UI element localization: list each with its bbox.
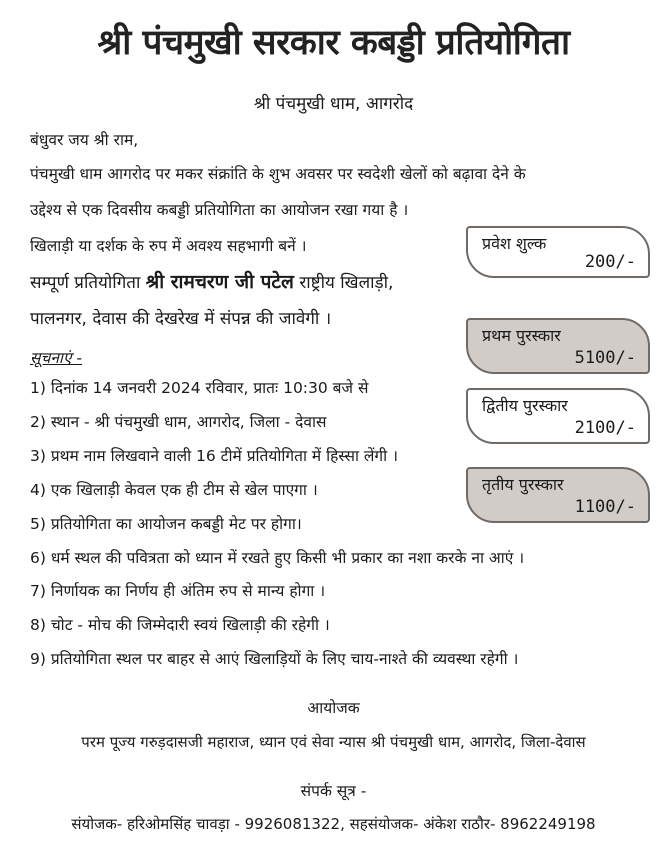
organizer-heading: आयोजक [307, 699, 360, 717]
third-prize-label: तृतीय पुरस्कार [482, 475, 564, 494]
entry-fee-box [466, 226, 650, 278]
venue-subtitle: श्री पंचमुखी धाम, आगरोद [253, 94, 414, 114]
intro-line-1: पंचमुखी धाम आगरोद पर मकर संक्रांति के शुभ अवसर पर स्वदेशी खेलों को बढ़ावा देने के [30, 165, 526, 183]
intro-line-3: खिलाड़ी या दर्शक के रुप में अवश्य सहभागी बनें । [30, 237, 307, 255]
first-prize-box [466, 318, 650, 374]
second-prize-label: द्वितीय पुरस्कार [482, 396, 568, 415]
notice-item: 3) प्रथम नाम लिखवाने वाली 16 टीमें प्रतियोगिता में हिस्सा लेंगी । [30, 447, 398, 465]
notice-item: 9) प्रतियोगिता स्थल पर बाहर से आएं खिलाड़ियों के लिए चाय-नाश्ते की व्यवस्था रहेगी । [30, 650, 519, 668]
intro-line-2: उद्देश्य से एक दिवसीय कबड्डी प्रतियोगिता का आयोजन रखा गया है । [30, 201, 409, 219]
contact-line: संयोजक- हरिओमसिंह चावड़ा - 9926081322, सहसंयोजक- अंकेश राठौर- 8962249198 [71, 815, 596, 833]
first-prize-label: प्रथम पुरस्कार [482, 326, 561, 345]
patron-line-2: पालनगर, देवास की देखरेख में संपन्न की जावेगी । [30, 309, 332, 329]
patron-name: श्री रामचरण जी पटेल [145, 271, 294, 293]
patron-prefix: सम्पूर्ण प्रतियोगिता [30, 273, 141, 293]
first-prize-amount: 5100/- [574, 348, 636, 368]
third-prize-box [466, 467, 650, 523]
notice-item: 7) निर्णायक का निर्णय ही अंतिम रुप से मान्य होगा । [30, 582, 326, 600]
entry-fee-amount: 200/- [584, 252, 636, 272]
patron-line [30, 268, 393, 294]
notice-item: 1) दिनांक 14 जनवरी 2024 रविवार, प्रातः 10:30 बजे से [30, 379, 369, 397]
second-prize-amount: 2100/- [574, 418, 636, 438]
greeting: बंधुवर जय श्री राम, [30, 131, 139, 149]
notices-heading: सूचनाएं - [30, 349, 83, 367]
entry-fee-label: प्रवेश शुल्क [482, 234, 547, 253]
page-title: श्री पंचमुखी सरकार कबड्डी प्रतियोगिता [97, 23, 570, 63]
patron-suffix: राष्ट्रीय खिलाड़ी, [299, 273, 394, 293]
notice-item: 6) धर्म स्थल की पवित्रता को ध्यान में रखते हुए किसी भी प्रकार का नशा करके ना आएं । [30, 549, 525, 567]
notice-item: 2) स्थान - श्री पंचमुखी धाम, आगरोद, जिला - देवास [30, 413, 327, 431]
notice-item: 5) प्रतियोगिता का आयोजन कबड्डी मेट पर होगा। [30, 515, 302, 533]
second-prize-box [466, 388, 650, 444]
notice-item: 8) चोट - मोच की जिम्मेदारी स्वयं खिलाड़ी की रहेगी । [30, 616, 330, 634]
contact-heading: संपर्क सूत्र - [300, 782, 367, 800]
organizer-line: परम पूज्य गरुड़दासजी महाराज, ध्यान एवं सेवा न्यास श्री पंचमुखी धाम, आगरोद, जिला-देवास [81, 733, 586, 751]
third-prize-amount: 1100/- [574, 497, 636, 517]
notice-item: 4) एक खिलाड़ी केवल एक ही टीम से खेल पाएगा । [30, 481, 318, 499]
